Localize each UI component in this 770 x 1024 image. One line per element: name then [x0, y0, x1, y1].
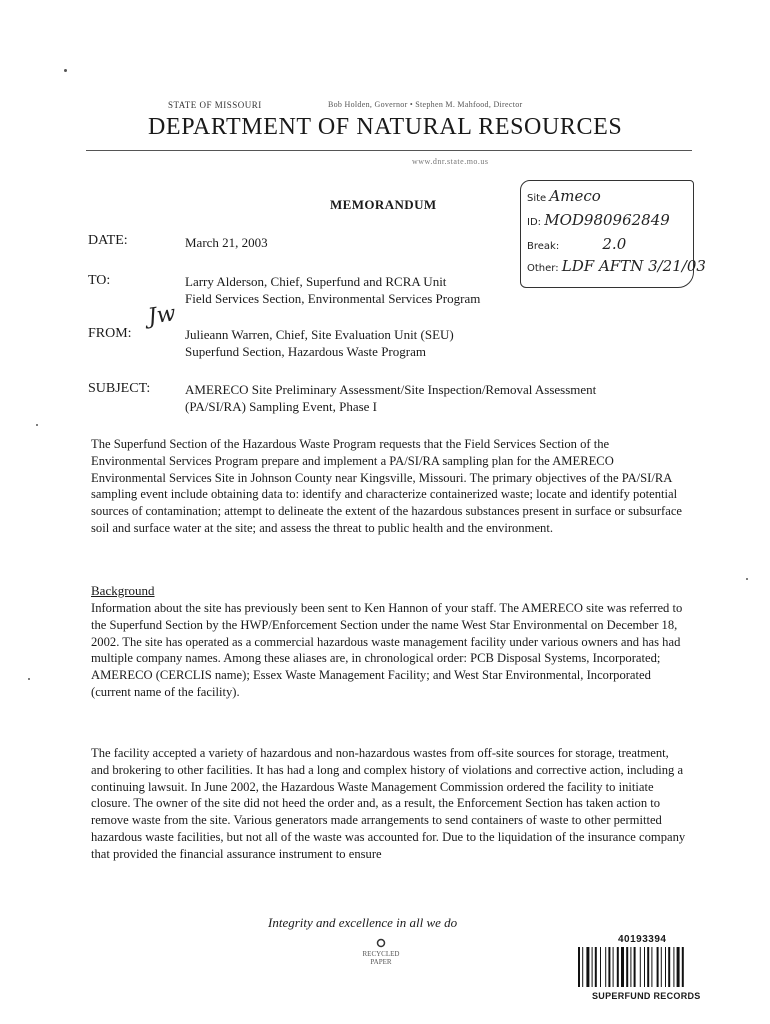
barcode-bar: [661, 947, 662, 987]
barcode-bar: [668, 947, 670, 987]
barcode-bar: [651, 947, 652, 987]
stamp-other-label: Other: [527, 263, 556, 274]
barcode-bar: [630, 947, 631, 987]
to-label: TO:: [88, 273, 111, 288]
barcode-bar: [605, 947, 606, 987]
background-paragraph: Information about the site has previously been sent to Ken Hannon of your staff. The AMERECO site was referred to the Superfund Section by the HWP/Enforcement Section under the name West Star Environmental on December 18, 2002. The site has operated as a commercial hazardous waste management facility under various owners and has had multiple company names. Among these aliases are, in chronological order: PCB Disposal Systems, Incorporated; AMERECO (CERCLIS name); Essex Waste Management Facility; and West Star Environmental, Incorporated (current name of the facility).: [91, 601, 683, 699]
date-label: DATE:: [88, 233, 128, 248]
from-label: FROM:: [88, 326, 132, 341]
barcode-bar: [592, 947, 593, 987]
stamp-other-value: LDF AFTN 3/21/03: [561, 257, 706, 275]
barcode-bar: [621, 947, 624, 987]
stamp-break-value: 2.0: [602, 235, 627, 253]
barcode-number: 40193394: [618, 934, 667, 945]
barcode-bar: [608, 947, 610, 987]
barcode-bar: [600, 947, 601, 987]
subject-line-1: AMERECO Site Preliminary Assessment/Site Inspection/Removal Assessment: [185, 382, 597, 397]
stamp-id-value: MOD980962849: [544, 211, 670, 229]
letterhead-divider: [86, 150, 692, 151]
recycled-label: RECYCLED PAPER: [362, 950, 400, 966]
from-line-1: Julieann Warren, Chief, Site Evaluation Unit (SEU): [185, 327, 454, 342]
barcode-bar: [595, 947, 597, 987]
stamp-id-label: ID: [527, 217, 538, 228]
barcode-bar: [617, 947, 619, 987]
subject-label: SUBJECT:: [88, 381, 151, 396]
barcode-bar: [665, 947, 666, 987]
barcode-bar: [682, 947, 684, 987]
letterhead-website: www.dnr.state.mo.us: [412, 157, 489, 166]
barcode-bar: [644, 947, 645, 987]
intro-paragraph: The Superfund Section of the Hazardous Waste Program requests that the Field Services Section of the Environmental Services Program prepare and implement a PA/SI/RA sampling plan for the AMERECO Environmental Services Site in Johnson County near Kingsville, Missouri. The primary objectives of the PA/SI/RA sampling event include obtaining data to: identify and characterize containerized waste; locate and identify potential sources of contamination; attempt to delineate the extent of the hazardous substances present in surface or subsurface soil and surface water at the site; and assess the threat to public health and the environment.: [91, 437, 682, 535]
background-heading: Background: [91, 583, 155, 598]
facility-paragraph: The facility accepted a variety of hazardous and non-hazardous wastes from off-site sources for storage, treatment, and brokering to other facilities. It has had a long and complex history of violations and corrective action, including a continuing lawsuit. In June 2002, the Hazardous Waste Management Commission ordered the facility to initiate closure. The owner of the site did not heed the order and, as a result, the Enforcement Section has taken action to remove waste from the site. Various generators made arrangements to send containers of waste to other permitted hazardous waste facilities, but not all of the waste was accounted for. Due to the liquidation of the insurance company that provided the financial assurance instrument to ensure: [91, 746, 686, 861]
stamp-site-value: Ameco: [549, 187, 601, 205]
to-line-2: Field Services Section, Environmental Services Program: [185, 291, 481, 306]
from-line-2: Superfund Section, Hazardous Waste Program: [185, 344, 426, 359]
initials-signature: Jw: [146, 301, 178, 330]
scan-speck: [64, 69, 67, 72]
footer-motto: Integrity and excellence in all we do: [268, 915, 458, 930]
stamp-site-label: Site: [527, 193, 547, 204]
barcode-bar: [673, 947, 674, 987]
to-line-1: Larry Alderson, Chief, Superfund and RCRA Unit: [185, 274, 447, 289]
barcode-bar: [613, 947, 614, 987]
scan-speck: [36, 424, 38, 426]
barcode-icon: [578, 947, 708, 987]
barcode-bar: [578, 947, 580, 987]
subject-line-2: (PA/SI/RA) Sampling Event, Phase I: [185, 399, 377, 414]
site-id-stamp: Site Ameco ID: MOD980962849 Break: 2.0 Other: LDF AFTN 3/21/03: [520, 180, 694, 288]
barcode-bar: [640, 947, 641, 987]
barcode-bar: [586, 947, 589, 987]
barcode-bar: [626, 947, 628, 987]
letterhead-state: STATE OF MISSOURI: [168, 100, 262, 110]
letterhead-governor-line: Bob Holden, Governor • Stephen M. Mahfood, Director: [328, 100, 523, 109]
barcode-bar: [677, 947, 680, 987]
department-title: DEPARTMENT OF NATURAL RESOURCES: [148, 114, 623, 140]
date-value: March 21, 2003: [185, 235, 268, 250]
stamp-break-label: Break: [527, 241, 556, 252]
recycle-icon: [374, 938, 388, 948]
barcode-bar: [634, 947, 636, 987]
recycled-logo: [361, 938, 401, 966]
scan-speck: [28, 678, 30, 680]
barcode-bar: [657, 947, 659, 987]
scan-speck: [746, 578, 748, 580]
barcode-bar: [582, 947, 583, 987]
superfund-records-label: SUPERFUND RECORDS: [592, 991, 701, 1001]
memo-title: MEMORANDUM: [330, 197, 437, 212]
barcode-bar: [647, 947, 649, 987]
